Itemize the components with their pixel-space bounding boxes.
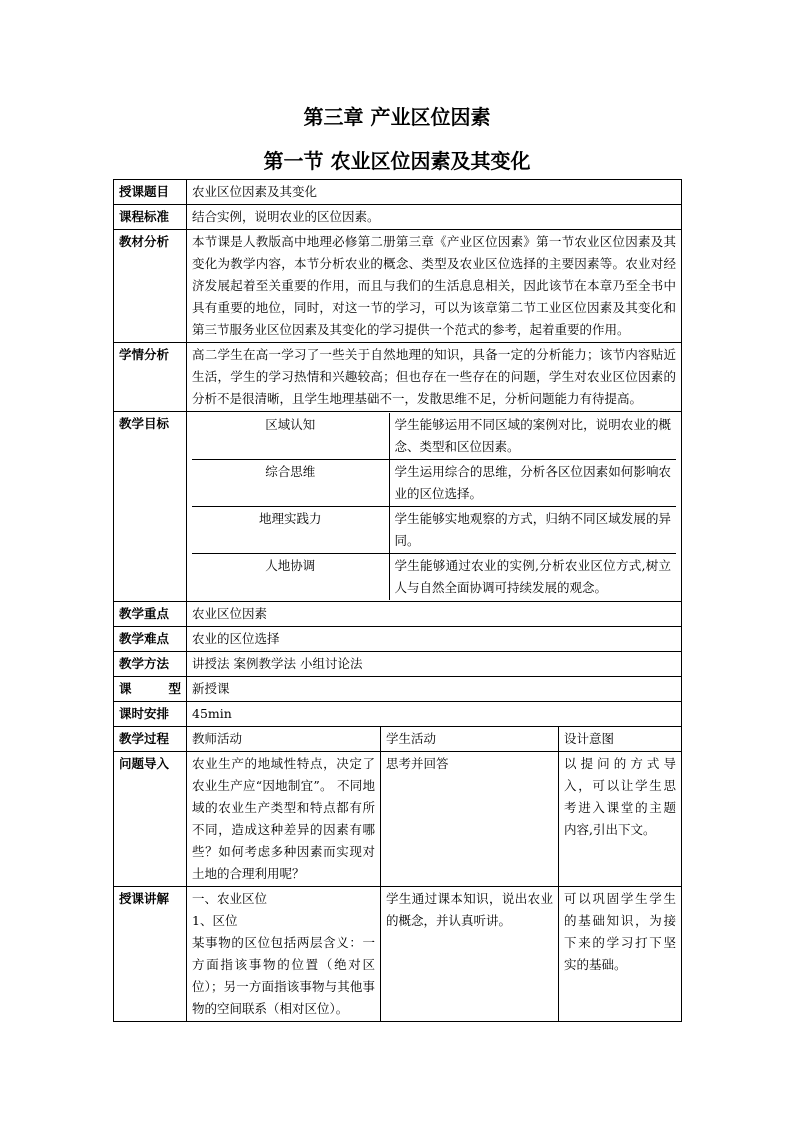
row-standard xyxy=(114,205,682,230)
difficulties-label: 教学难点 xyxy=(114,627,187,652)
step-student-activity: 学生通过课本知识，说出农业的概念，并认真听讲。 xyxy=(381,887,559,1022)
duration-label: 课时安排 xyxy=(114,702,187,727)
row-methods xyxy=(114,652,682,677)
lesson-plan-table xyxy=(113,179,682,1022)
methods-label: 教学方法 xyxy=(114,652,187,677)
standard-value: 结合实例，说明农业的区位因素。 xyxy=(187,205,682,230)
row-lesson-type xyxy=(114,677,682,702)
process-label: 教学过程 xyxy=(114,727,187,752)
methods-value: 讲授法 案例教学法 小组讨论法 xyxy=(187,652,682,677)
key-points-value: 农业区位因素 xyxy=(187,602,682,627)
row-textbook-analysis xyxy=(114,230,682,343)
col-intent-header: 设计意图 xyxy=(559,727,682,752)
chapter-title: 第三章 产业区位因素 xyxy=(303,105,491,129)
objectives-cell xyxy=(187,412,682,602)
col-teacher-header: 教师活动 xyxy=(187,727,381,752)
step-design-intent: 以提问的方式导入，可以让学生思考进入课堂的主题内容,引出下文。 xyxy=(559,752,682,887)
objective-name: 区域认知 xyxy=(192,413,389,460)
row-step-lecture xyxy=(114,887,682,1022)
objective-row xyxy=(192,507,676,554)
textbook-analysis-value: 本节课是人教版高中地理必修第二册第三章《产业区位因素》第一节农业区位因素及其变化为教学内容，本节分析农业的概念、类型及农业区位选择的主要因素等。农业对经济发展起着至关重要的作用，而且与我们的生活息息相关，因此该节在本章乃至全书中具有重要的地位，同时，对这一节的学习，可以为该章第二节工业区位因素及其变化和第三节服务业区位因素及其变化的学习提供一个范式的参考，起着重要的作用。 xyxy=(187,230,682,343)
objectives-table xyxy=(192,413,676,600)
step-teacher-activity xyxy=(187,887,381,1022)
row-process-header xyxy=(114,727,682,752)
objective-name: 综合思维 xyxy=(192,460,389,507)
lesson-type-label: 课 型 xyxy=(114,677,187,702)
row-objectives xyxy=(114,412,682,602)
row-duration xyxy=(114,702,682,727)
step-label: 授课讲解 xyxy=(114,887,187,1022)
objective-name: 地理实践力 xyxy=(192,507,389,554)
row-key-points xyxy=(114,602,682,627)
row-topic xyxy=(114,180,682,205)
teacher-line: 某事物的区位包括两层含义：一方面指该事物的位置（绝对区位）；另一方面指该事物与其他事物的空间联系（相对区位）。 xyxy=(192,935,375,1016)
student-analysis-value: 高二学生在高一学习了一些关于自然地理的知识，具备一定的分析能力；该节内容贴近生活，学生的学习热情和兴趣较高；但也存在一些存在的问题，学生对农业区位因素的分析不是很清晰，且学生地理基础不一，发散思维不足，分析问题能力有待提高。 xyxy=(187,343,682,412)
row-difficulties xyxy=(114,627,682,652)
section-title: 第一节 农业区位因素及其变化 xyxy=(263,149,531,173)
step-label: 问题导入 xyxy=(114,752,187,887)
objective-row xyxy=(192,554,676,601)
row-step-intro xyxy=(114,752,682,887)
objective-row xyxy=(192,413,676,460)
objective-name: 人地协调 xyxy=(192,554,389,601)
teacher-line: 一、农业区位 xyxy=(192,891,268,906)
student-analysis-label: 学情分析 xyxy=(114,343,187,412)
standard-label: 课程标准 xyxy=(114,205,187,230)
lesson-type-value: 新授课 xyxy=(187,677,682,702)
objective-desc: 学生运用综合的思维，分析各区位因素如何影响农业的区位选择。 xyxy=(389,460,676,507)
duration-value: 45min xyxy=(187,702,682,727)
objective-desc: 学生能够通过农业的实例,分析农业区位方式,树立人与自然全面协调可持续发展的观念。 xyxy=(394,558,672,595)
textbook-analysis-label: 教材分析 xyxy=(114,230,187,343)
objectives-label: 教学目标 xyxy=(114,412,187,602)
objective-desc: 学生能够实地观察的方式，归纳不同区域发展的异同。 xyxy=(389,507,676,554)
topic-value: 农业区位因素及其变化 xyxy=(187,180,682,205)
step-teacher-activity: 农业生产的地域性特点，决定了农业生产应“因地制宜”。 不同地域的农业生产类型和特点都有所不同，造成这种差异的因素有哪些？如何考虑多种因素而实现对土地的合理利用呢？ xyxy=(187,752,381,887)
difficulties-value: 农业的区位选择 xyxy=(187,627,682,652)
row-student-analysis xyxy=(114,343,682,412)
col-student-header: 学生活动 xyxy=(381,727,559,752)
step-student-activity: 思考并回答 xyxy=(381,752,559,887)
step-design-intent: 可以巩固学生学生的基础知识，为接下来的学习打下坚实的基础。 xyxy=(559,887,682,1022)
key-points-label: 教学重点 xyxy=(114,602,187,627)
objective-row xyxy=(192,460,676,507)
topic-label: 授课题目 xyxy=(114,180,187,205)
objective-desc: 学生能够运用不同区域的案例对比，说明农业的概念、类型和区位因素。 xyxy=(389,413,676,460)
teacher-line: 1、区位 xyxy=(192,913,238,928)
